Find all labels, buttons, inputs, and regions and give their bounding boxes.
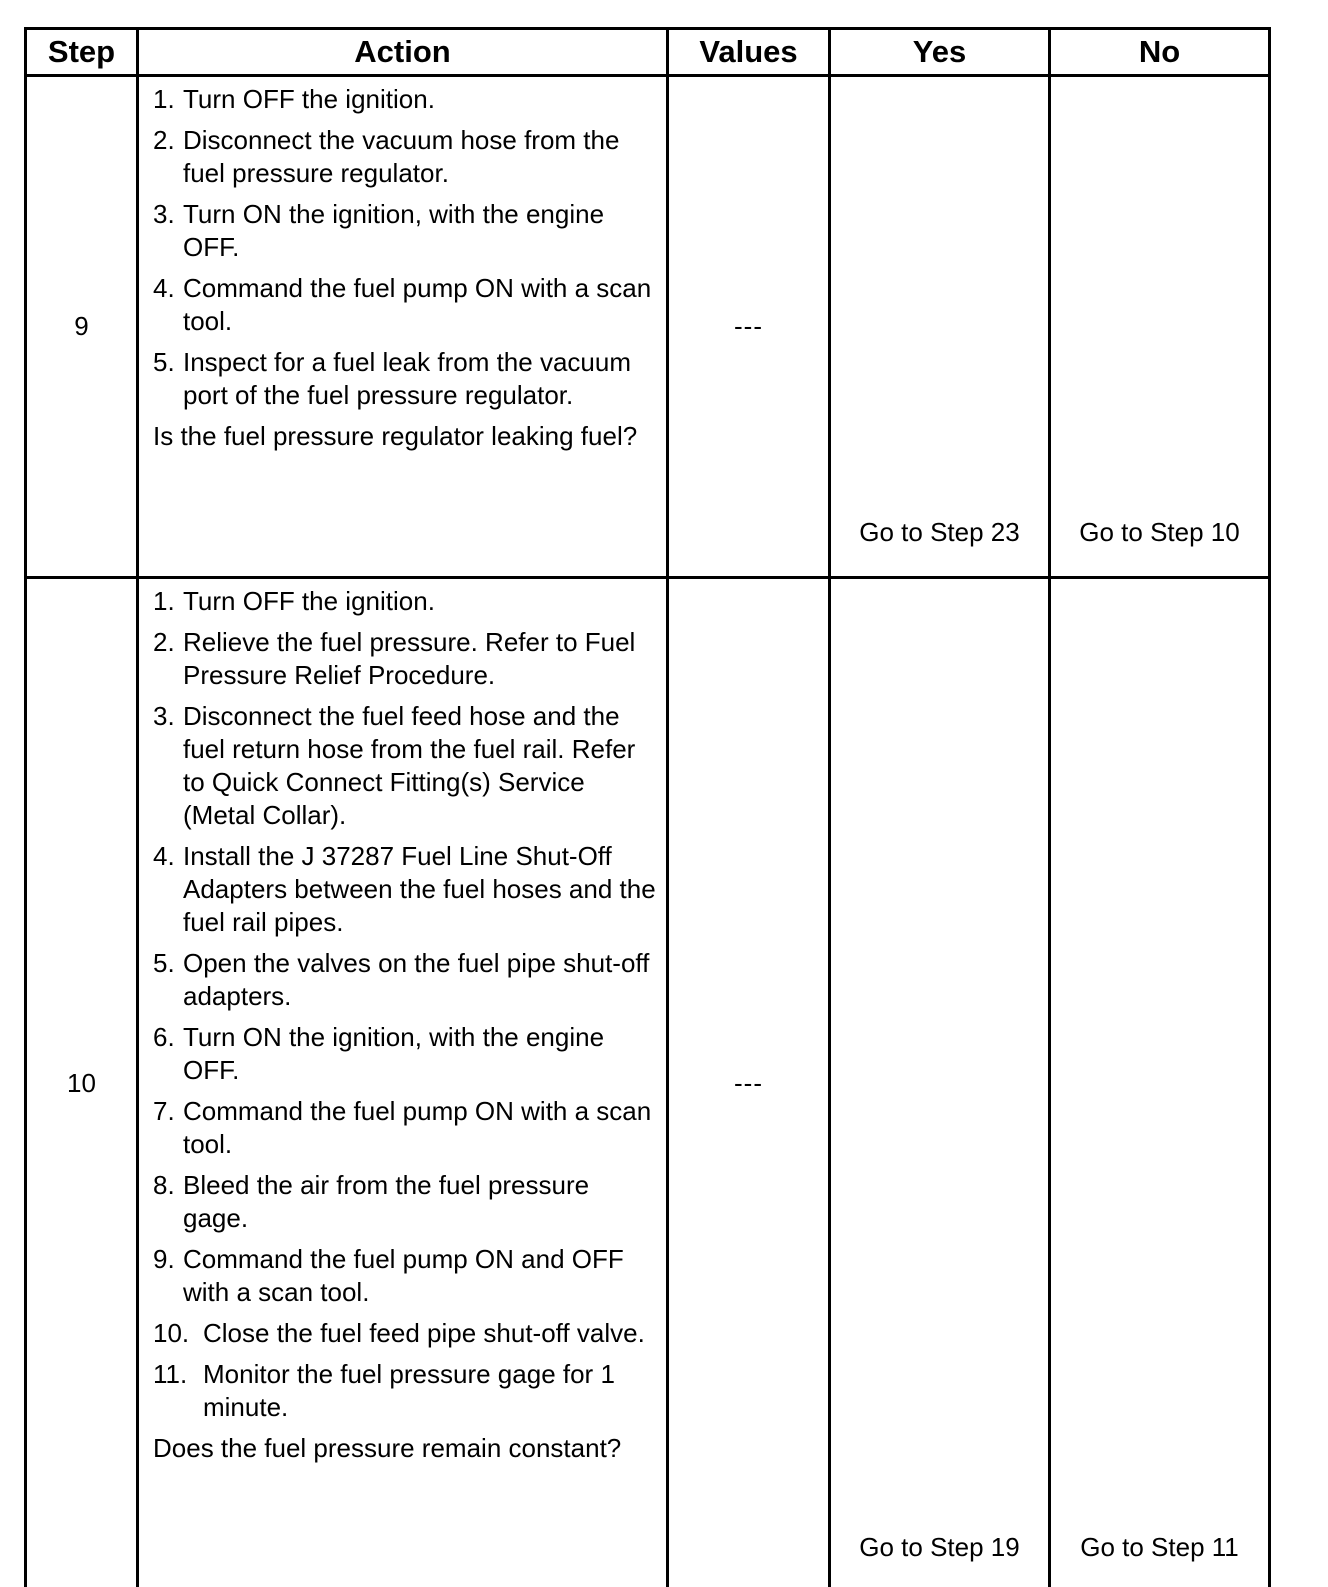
- item-text: Turn ON the ignition, with the engine OFF.: [183, 199, 604, 262]
- values-text: ---: [734, 311, 763, 341]
- action-cell: [138, 578, 668, 1587]
- header-no: No: [1050, 29, 1270, 76]
- list-item: [153, 1358, 656, 1424]
- item-number: 4.: [153, 840, 175, 873]
- item-text: Open the valves on the fuel pipe shut-off adapters.: [183, 948, 649, 1011]
- header-action: Action: [138, 29, 668, 76]
- item-number: 5.: [153, 346, 175, 379]
- question-text: Is the fuel pressure regulator leaking fuel?: [153, 420, 656, 453]
- step-number: 10: [26, 578, 138, 1587]
- list-item: [153, 124, 656, 190]
- list-item: [153, 626, 656, 692]
- item-text: Turn ON the ignition, with the engine OFF.: [183, 1022, 604, 1085]
- item-number: 3.: [153, 700, 175, 733]
- table-row-step-10: [26, 578, 1270, 1587]
- list-item: [153, 947, 656, 1013]
- diagnostic-table: [24, 27, 1271, 1587]
- item-number: 1.: [153, 83, 175, 116]
- item-number: 11.: [153, 1358, 187, 1391]
- item-text: Command the fuel pump ON with a scan tool.: [183, 273, 651, 336]
- item-text: Inspect for a fuel leak from the vacuum port of the fuel pressure regulator.: [183, 347, 631, 410]
- list-item: [153, 1021, 656, 1087]
- values-cell: [668, 578, 830, 1587]
- list-item: [153, 272, 656, 338]
- item-text: Disconnect the fuel feed hose and the fuel return hose from the fuel rail. Refer to Quick Connect Fitting(s) Service (Metal Collar).: [183, 701, 635, 830]
- step-number: 9: [26, 76, 138, 578]
- item-number: 2.: [153, 124, 175, 157]
- question-text: Does the fuel pressure remain constant?: [153, 1432, 656, 1465]
- item-text: Turn OFF the ignition.: [183, 586, 435, 616]
- item-number: 6.: [153, 1021, 175, 1054]
- item-text: Bleed the air from the fuel pressure gage.: [183, 1170, 589, 1233]
- values-cell: [668, 76, 830, 578]
- list-item: [153, 700, 656, 832]
- action-cell: [138, 76, 668, 578]
- item-number: 1.: [153, 585, 175, 618]
- list-item: [153, 83, 656, 116]
- item-text: Turn OFF the ignition.: [183, 84, 435, 114]
- no-cell: Go to Step 11: [1050, 578, 1270, 1587]
- action-list: [153, 585, 656, 1424]
- list-item: [153, 1243, 656, 1309]
- item-number: 2.: [153, 626, 175, 659]
- yes-cell: Go to Step 19: [830, 578, 1050, 1587]
- item-number: 9.: [153, 1243, 175, 1276]
- item-text: Close the fuel feed pipe shut-off valve.: [203, 1318, 645, 1348]
- header-values: Values: [668, 29, 830, 76]
- list-item: [153, 1169, 656, 1235]
- item-number: 5.: [153, 947, 175, 980]
- header-step: Step: [26, 29, 138, 76]
- item-number: 3.: [153, 198, 175, 231]
- item-text: Monitor the fuel pressure gage for 1 minute.: [203, 1359, 615, 1422]
- list-item: [153, 585, 656, 618]
- list-item: [153, 1095, 656, 1161]
- list-item: [153, 840, 656, 939]
- item-number: 4.: [153, 272, 175, 305]
- header-yes: Yes: [830, 29, 1050, 76]
- item-text: Install the J 37287 Fuel Line Shut-Off Adapters between the fuel hoses and the fuel rail pipes.: [183, 841, 656, 937]
- table-row-step-9: [26, 76, 1270, 578]
- item-text: Command the fuel pump ON and OFF with a scan tool.: [183, 1244, 624, 1307]
- header-row: [26, 29, 1270, 76]
- item-text: Command the fuel pump ON with a scan tool.: [183, 1096, 651, 1159]
- list-item: [153, 1317, 656, 1350]
- values-text: ---: [734, 1068, 763, 1098]
- item-number: 7.: [153, 1095, 175, 1128]
- item-number: 8.: [153, 1169, 175, 1202]
- list-item: [153, 198, 656, 264]
- item-text: Relieve the fuel pressure. Refer to Fuel Pressure Relief Procedure.: [183, 627, 635, 690]
- list-item: [153, 346, 656, 412]
- action-list: [153, 83, 656, 412]
- item-text: Disconnect the vacuum hose from the fuel pressure regulator.: [183, 125, 619, 188]
- yes-cell: Go to Step 23: [830, 76, 1050, 578]
- no-cell: Go to Step 10: [1050, 76, 1270, 578]
- item-number: 10.: [153, 1317, 189, 1350]
